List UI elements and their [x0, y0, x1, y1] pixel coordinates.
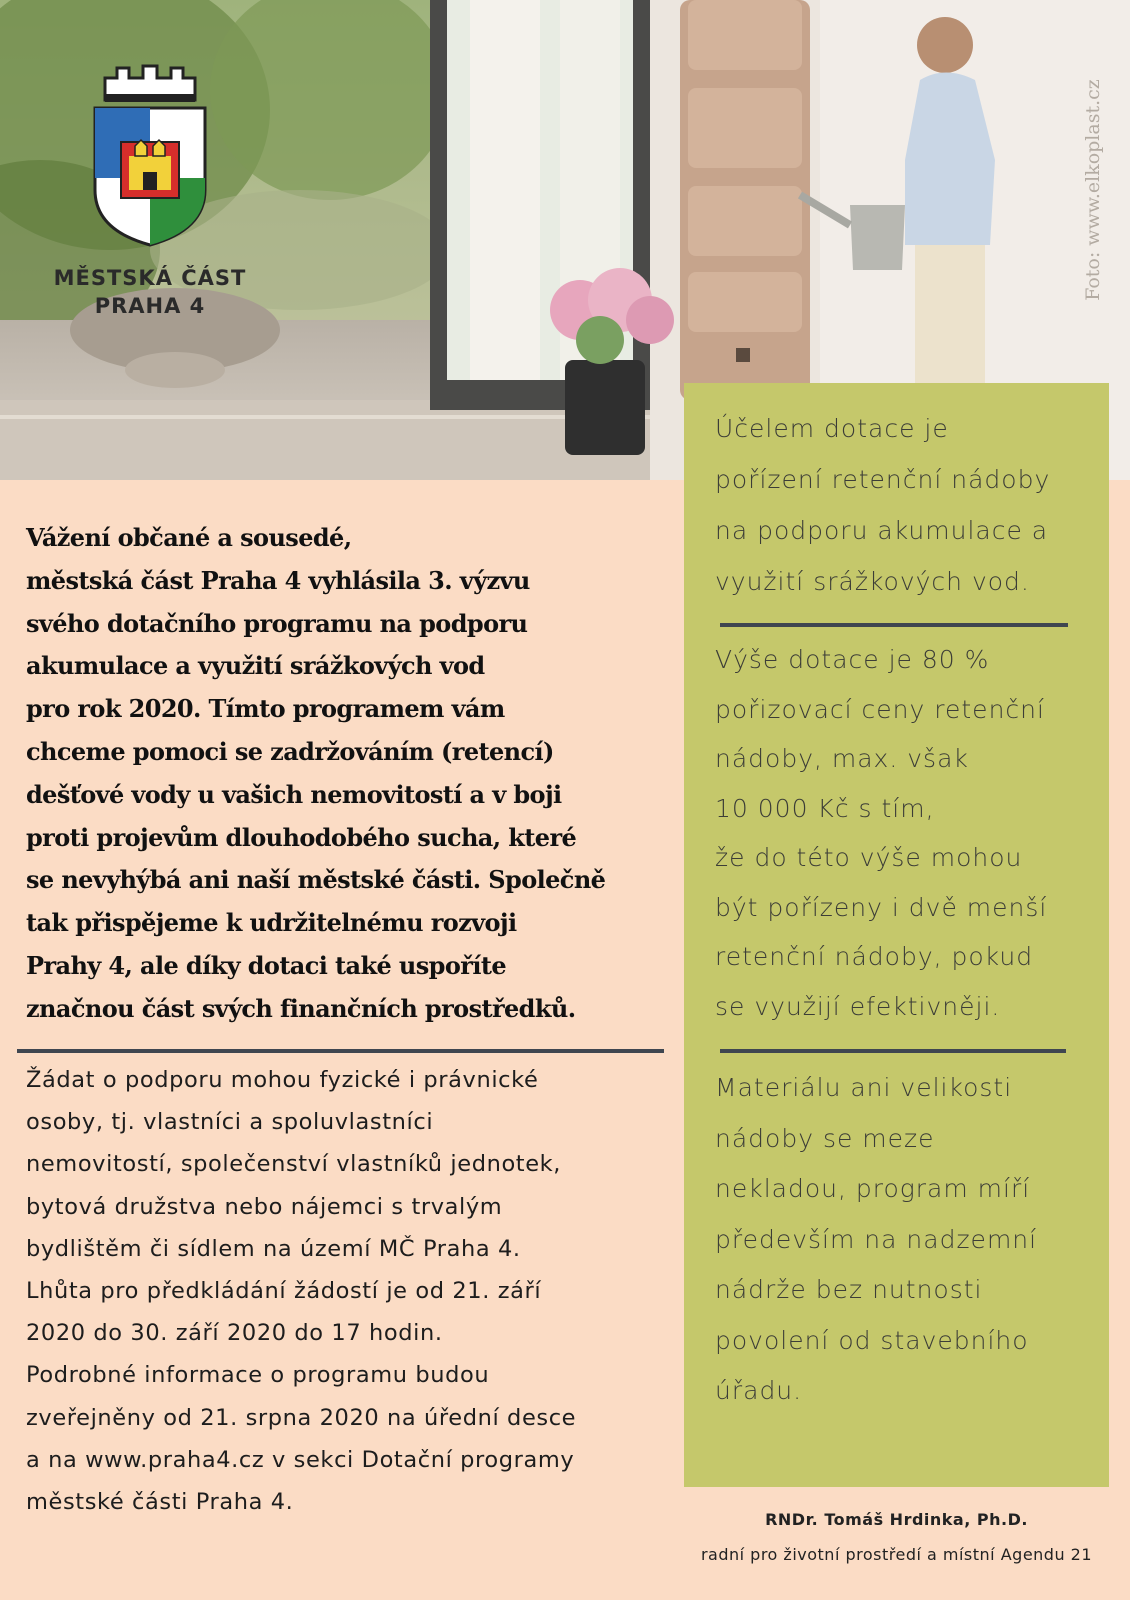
intro-line: městská část Praha 4 vyhlásila 3. výzvu	[26, 565, 530, 595]
material-block	[715, 1063, 1037, 1417]
purpose-line: na podporu akumulace a	[715, 516, 1049, 545]
intro-line: svého dotačního programu na podporu	[26, 608, 528, 638]
material-line: Materiálu ani velikosti	[715, 1073, 1013, 1102]
intro-paragraph	[26, 517, 666, 1031]
eligibility-line: nemovitostí, společenství vlastníků jednotek,	[26, 1151, 562, 1178]
eligibility-line: městské části Praha 4.	[26, 1489, 294, 1516]
amount-line: retenční nádoby, pokud	[715, 942, 1034, 971]
amount-line: Výše dotace je 80 %	[715, 645, 990, 674]
left-divider	[17, 1049, 664, 1053]
purpose-line: využití srážkových vod.	[715, 567, 1030, 596]
amount-line: pořizovací ceny retenční	[715, 694, 1045, 724]
material-line: nádoby se meze	[715, 1123, 935, 1153]
eligibility-line: Podrobné informace o programu budou	[26, 1362, 490, 1389]
amount-line: že do této výše mohou	[715, 843, 1023, 872]
intro-line: Prahy 4, ale díky dotaci také uspoříte	[26, 950, 506, 980]
logo-line-1: MĚSTSKÁ ČÁST	[53, 266, 247, 290]
eligibility-line: Lhůta pro předkládání žádostí je od 21. září	[26, 1278, 542, 1305]
side-divider-2	[720, 1049, 1066, 1053]
intro-line: tak přispějeme k udržitelnému rozvoji	[26, 908, 517, 938]
eligibility-paragraph	[26, 1059, 666, 1523]
amount-line: 10 000 Kč s tím,	[715, 793, 935, 823]
purpose-line: Účelem dotace je	[715, 414, 949, 443]
eligibility-line: bydlištěm či sídlem na území MČ Praha 4.	[26, 1235, 521, 1262]
signature-name: RNDr. Tomáš Hrdinka, Ph.D.	[765, 1510, 1028, 1529]
material-line: nádrže bez nutnosti	[715, 1275, 983, 1304]
eligibility-line: osoby, tj. vlastníci a spoluvlastníci	[26, 1109, 434, 1136]
side-divider-1	[720, 623, 1068, 627]
district-logo	[40, 60, 260, 320]
material-line: povolení od stavebního	[715, 1325, 1029, 1355]
purpose-block	[715, 403, 1050, 607]
material-line: úřadu.	[715, 1376, 803, 1405]
purpose-line: pořízení retenční nádoby	[715, 465, 1051, 494]
eligibility-line: 2020 do 30. září 2020 do 17 hodin.	[26, 1320, 443, 1347]
amount-line: být pořízeny i dvě menší	[715, 892, 1048, 922]
intro-line: akumulace a využití srážkových vod	[26, 651, 485, 681]
intro-line: Vážení občané a sousedé,	[26, 523, 352, 552]
info-side-panel	[684, 383, 1109, 1487]
coat-of-arms-icon	[85, 60, 215, 250]
intro-line: značnou část svých finančních prostředků.	[26, 993, 576, 1023]
eligibility-line: zveřejněny od 21. srpna 2020 na úřední desce	[26, 1404, 577, 1431]
material-line: především na nadzemní	[715, 1224, 1038, 1254]
intro-line: dešťové vody u vašich nemovitostí a v boji	[26, 779, 562, 809]
material-line: nekladou, program míří	[715, 1174, 1031, 1203]
intro-line: chceme pomoci se zadržováním (retencí)	[26, 736, 554, 766]
amount-line: nádoby, max. však	[715, 744, 969, 773]
eligibility-line: Žádat o podporu mohou fyzické i právnické	[26, 1067, 539, 1093]
photo-credit	[1078, 55, 1108, 325]
amount-line: se využijí efektivněji.	[715, 991, 1001, 1021]
photo-credit-text: Foto: www.elkoplast.cz	[1082, 79, 1104, 301]
eligibility-line: bytová družstva nebo nájemci s trvalým	[26, 1193, 503, 1220]
amount-block	[715, 635, 1047, 1031]
signature-role: radní pro životní prostředí a místní Agendu 21	[700, 1545, 1093, 1564]
logo-line-2: PRAHA 4	[94, 294, 206, 318]
intro-line: pro rok 2020. Tímto programem vám	[26, 694, 505, 724]
intro-line: se nevyhýbá ani naší městské části. Společně	[26, 865, 606, 895]
intro-line: proti projevům dlouhodobého sucha, které	[26, 822, 577, 852]
eligibility-line: a na www.praha4.cz v sekci Dotační programy	[26, 1446, 575, 1473]
